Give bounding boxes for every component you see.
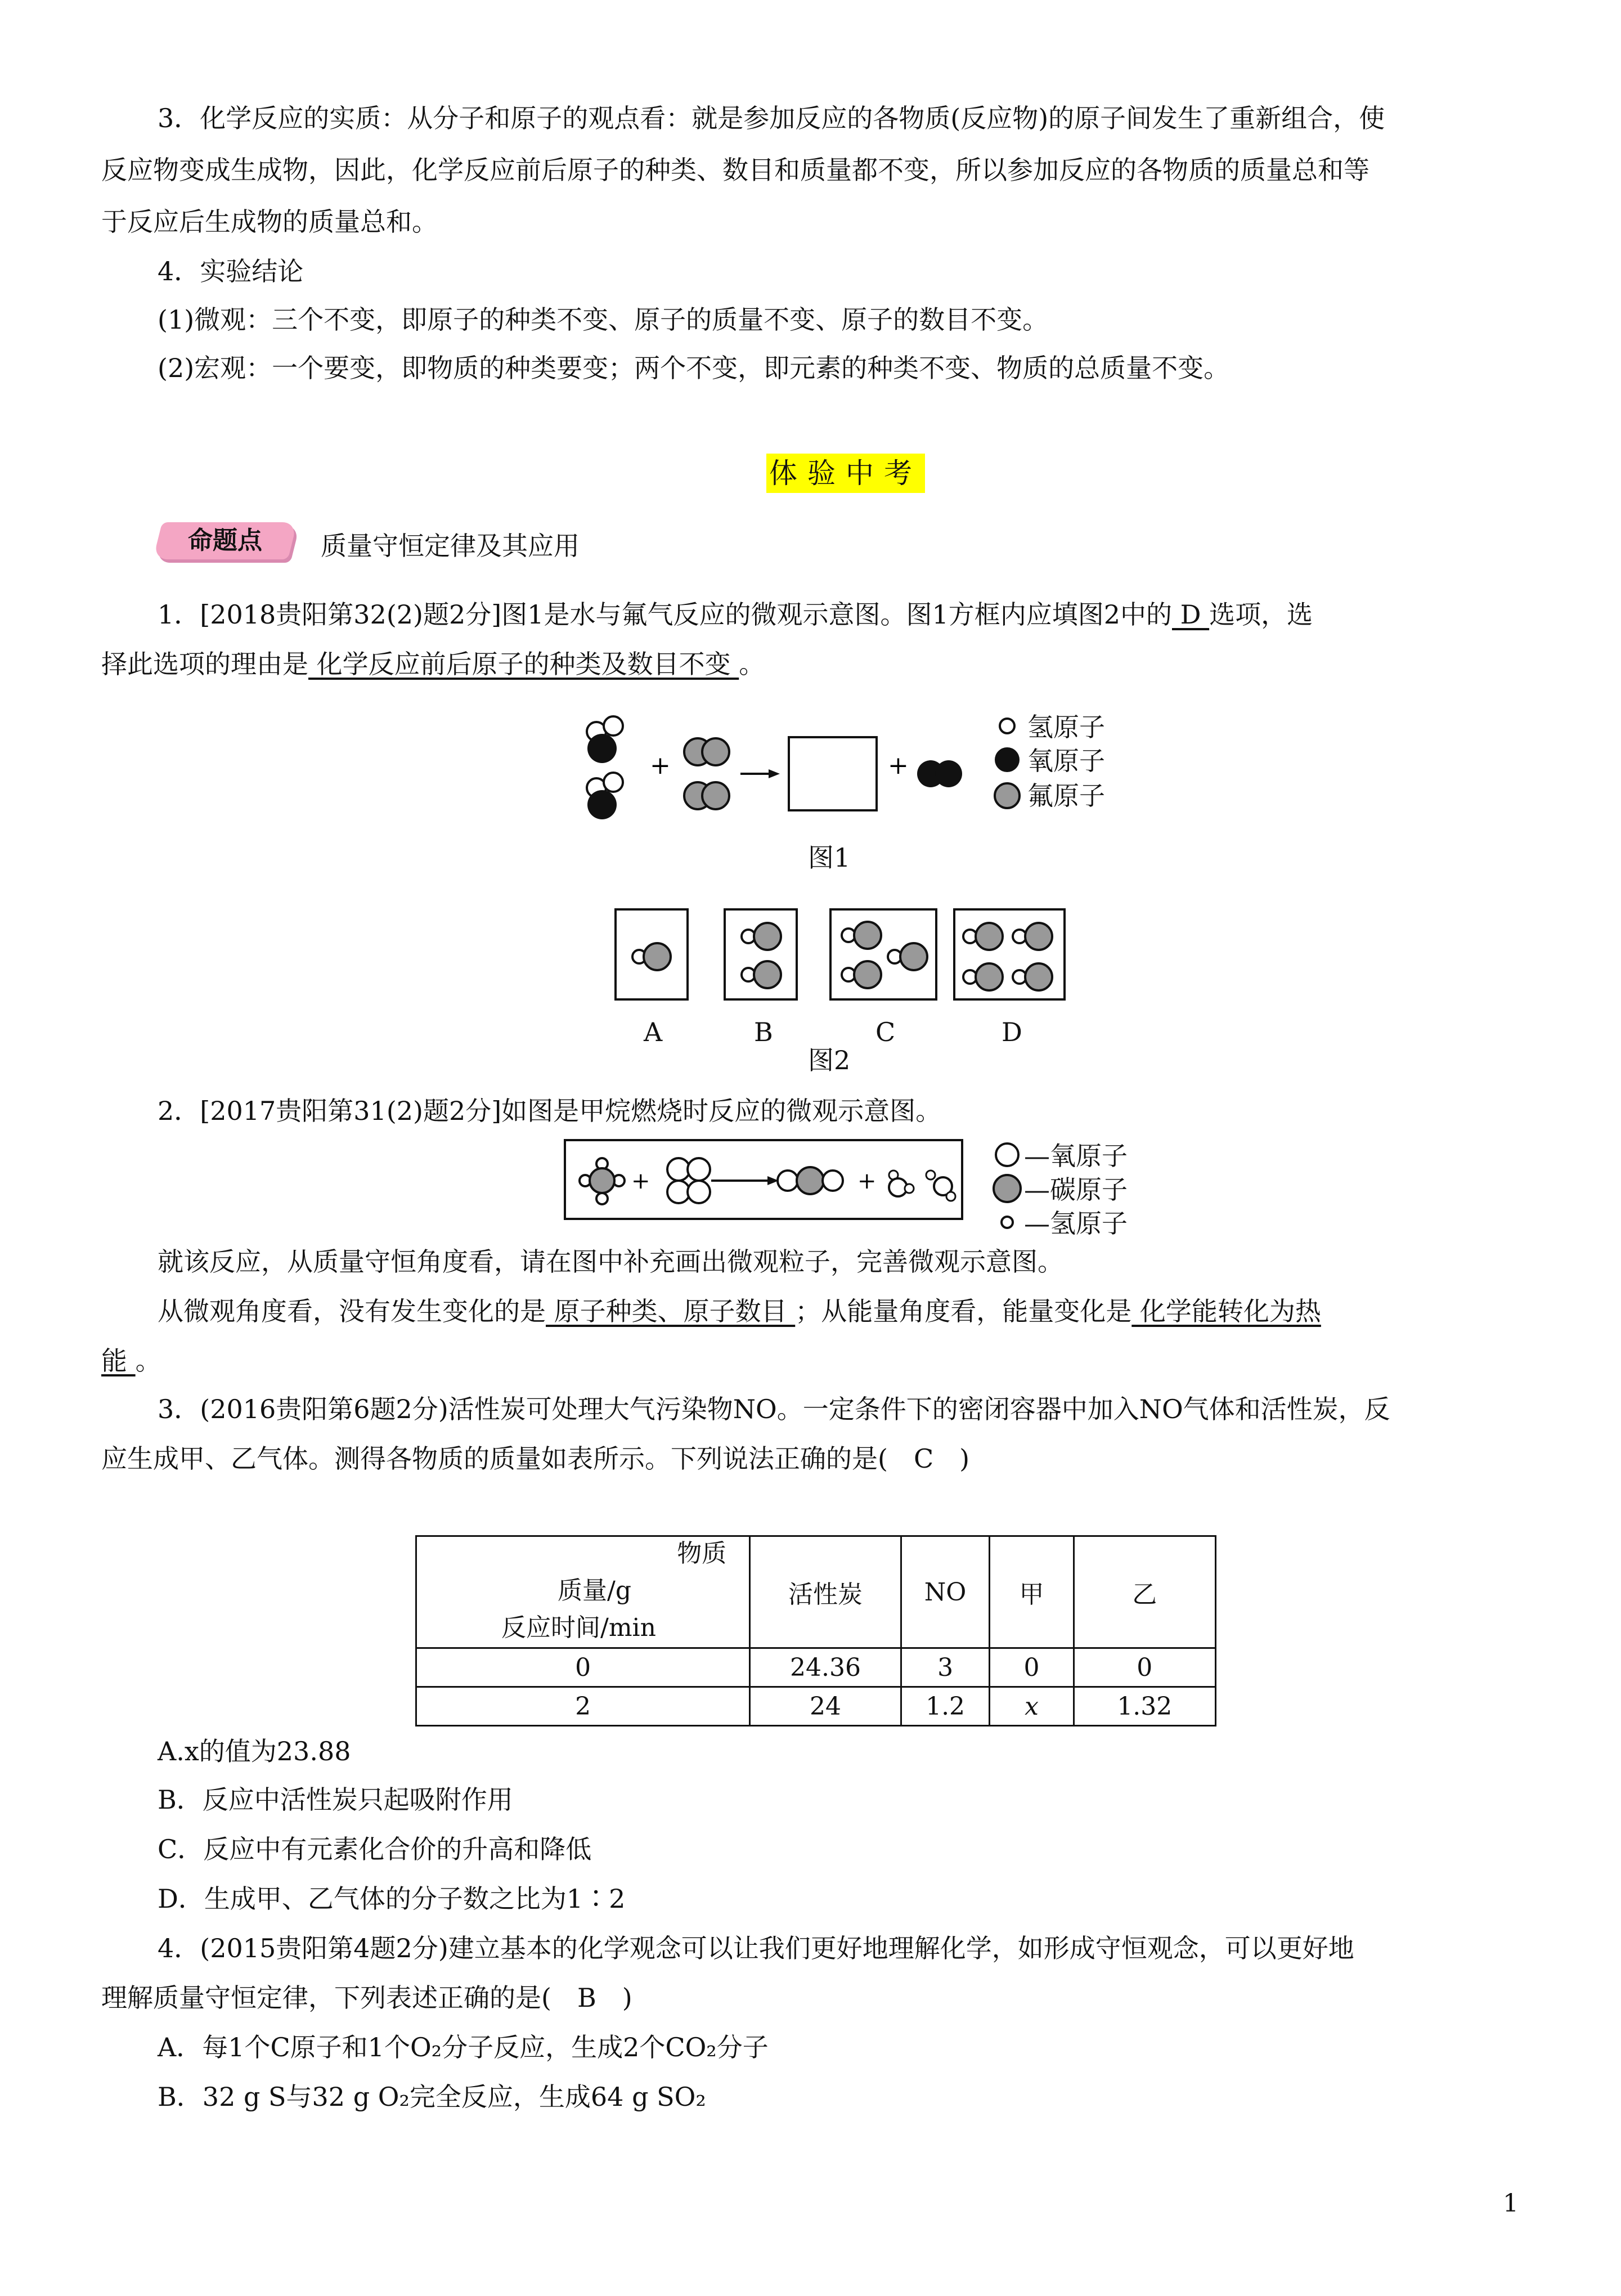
- q2-text-a: 从微观角度看，没有发生变化的是: [158, 1296, 546, 1326]
- header-time: 反应时间/min: [501, 1613, 656, 1642]
- q2-line4: [101, 1344, 161, 1378]
- table-row: [416, 1648, 1216, 1687]
- q2-line3: [158, 1294, 1321, 1328]
- table-header-cell: 乙: [1074, 1536, 1215, 1648]
- legend-fluorine: 氟原子: [1027, 781, 1105, 811]
- q1-text-b: 选项，选: [1209, 599, 1313, 630]
- legend-carbon: —碳原子: [1024, 1174, 1128, 1205]
- table-cell: 0: [416, 1648, 750, 1687]
- legend-hydrogen: 氢原子: [1027, 712, 1105, 742]
- legend-oxygen: —氧原子: [1024, 1141, 1128, 1171]
- table-row: [416, 1687, 1216, 1726]
- q1-answer-option: D: [1171, 599, 1210, 630]
- figure2-caption: 图2: [808, 1045, 851, 1075]
- q3-line2: 应生成甲、乙气体。测得各物质的质量如表所示。下列说法正确的是( C ): [101, 1443, 970, 1474]
- topic-title: 质量守恒定律及其应用: [321, 531, 580, 561]
- header-mass: 质量/g: [558, 1576, 631, 1605]
- plus-sign: +: [650, 751, 671, 780]
- intro-p3-line3: 于反应后生成物的质量总和。: [101, 207, 438, 237]
- figure1-caption: 图1: [808, 842, 851, 873]
- q3-option-d: D．生成甲、乙气体的分子数之比为1∶2: [158, 1884, 626, 1914]
- intro-p4-micro: (1)微观：三个不变，即原子的种类不变、原子的质量不变、原子的数目不变。: [158, 304, 1049, 335]
- plus-sign: +: [888, 751, 909, 780]
- section-title: 体验中考: [766, 454, 925, 493]
- intro-p4-title: 4．实验结论: [158, 256, 304, 286]
- q1-text-d: 。: [739, 649, 765, 679]
- q3-option-a: A.x的值为23.88: [158, 1736, 351, 1766]
- q1-text-c: 择此选项的理由是: [101, 649, 308, 679]
- option-c-label: C: [875, 1017, 896, 1047]
- table-cell: 0: [990, 1648, 1074, 1687]
- table-header-cell: 甲: [990, 1536, 1074, 1648]
- option-d-label: D: [1002, 1017, 1022, 1047]
- table-cell: 0: [1074, 1648, 1215, 1687]
- q2-line1: 2．[2017贵阳第31(2)题2分]如图是甲烷燃烧时反应的微观示意图。: [158, 1096, 942, 1126]
- carbon-atom-icon: [994, 1175, 1021, 1202]
- q2-answer-energy-cont: 能: [101, 1346, 136, 1376]
- oxygen-atom-icon: [996, 1143, 1018, 1166]
- intro-p3-line1: 3．化学反应的实质：从分子和原子的观点看：就是参加反应的各物质(反应物)的原子间发生了重新组合，使: [158, 103, 1385, 133]
- q4-option-b: B．32 g S与32 g O₂完全反应，生成64 g SO₂: [158, 2082, 706, 2112]
- svg-text:+: +: [857, 1168, 877, 1194]
- table-header-cell: 活性炭: [750, 1536, 901, 1648]
- table-cell: 2: [416, 1687, 750, 1726]
- option-a-label: A: [644, 1017, 663, 1047]
- q2-answer-unchanged: 原子种类、原子数目: [546, 1296, 796, 1326]
- q1-text-a: 1．[2018贵阳第32(2)题2分]图1是水与氟气反应的微观示意图。图1方框内应填图2中的: [158, 599, 1172, 630]
- header-substance: 物质: [677, 1539, 727, 1568]
- q2-line2: 就该反应，从质量守恒角度看，请在图中补充画出微观粒子，完善微观示意图。: [158, 1246, 1063, 1277]
- q4-line2: 理解质量守恒定律，下列表述正确的是( B ): [101, 1983, 632, 2013]
- q3-option-c: C．反应中有元素化合价的升高和降低: [158, 1834, 592, 1864]
- table-cell: 24.36: [750, 1648, 901, 1687]
- option-b-label: B: [754, 1017, 773, 1047]
- table-cell: 3: [901, 1648, 990, 1687]
- q2-text-b: ；从能量角度看，能量变化是: [795, 1296, 1132, 1326]
- intro-p3-line2: 反应物变成生成物，因此，化学反应前后原子的种类、数目和质量都不变，所以参加反应的各物质的质量总和等: [101, 155, 1369, 185]
- table-cell: 24: [750, 1687, 901, 1726]
- mass-table: [415, 1535, 1216, 1727]
- legend-oxygen: 氧原子: [1027, 746, 1105, 776]
- carbon-dioxide-molecule-icon: [778, 1167, 843, 1194]
- table-header-row: [416, 1536, 1216, 1648]
- table-diag-header: [416, 1536, 750, 1648]
- q1-answer-reason: 化学反应前后原子的种类及数目不变: [308, 649, 739, 679]
- table-header-cell: NO: [901, 1536, 990, 1648]
- q2-text-c: 。: [135, 1346, 161, 1376]
- q4-line1: 4．(2015贵阳第4题2分)建立基本的化学观念可以让我们更好地理解化学，如形成守恒观念，可以更好地: [158, 1933, 1354, 1963]
- hydrogen-atom-icon: [1002, 1217, 1013, 1228]
- topic-badge-label: 命题点: [188, 526, 262, 555]
- q3-line1: 3．(2016贵阳第6题2分)活性炭可处理大气污染物NO。一定条件下的密闭容器中加入NO气体和活性炭，反: [158, 1394, 1390, 1424]
- intro-p4-macro: (2)宏观：一个要变，即物质的种类要变；两个不变，即元素的种类不变、物质的总质量不变。: [158, 353, 1230, 383]
- q3-option-b: B．反应中活性炭只起吸附作用: [158, 1784, 513, 1815]
- q4-option-a: A．每1个C原子和1个O₂分子反应，生成2个CO₂分子: [158, 2032, 769, 2062]
- table-cell: 1.2: [901, 1687, 990, 1726]
- table-cell: x: [990, 1687, 1074, 1726]
- svg-text:+: +: [631, 1168, 650, 1194]
- page-number: 1: [1503, 2189, 1519, 2218]
- q2-answer-energy: 化学能转化为热: [1131, 1296, 1321, 1326]
- legend-hydrogen: —氢原子: [1024, 1208, 1128, 1239]
- table-cell: 1.32: [1074, 1687, 1215, 1726]
